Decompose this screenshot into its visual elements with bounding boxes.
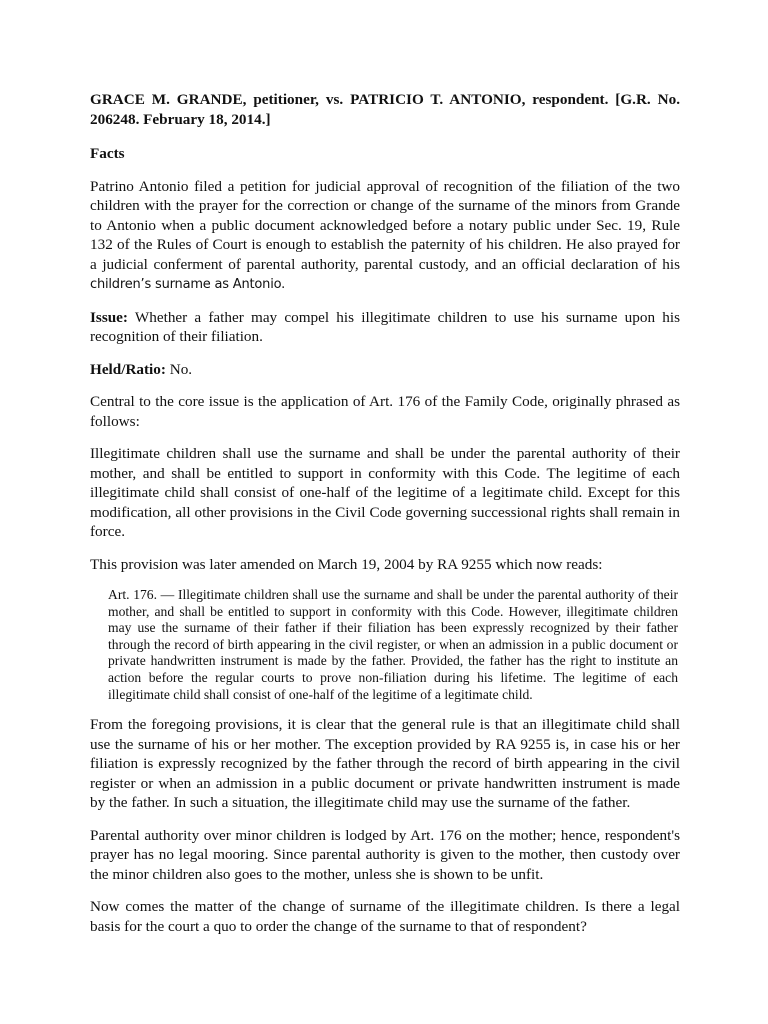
facts-heading: Facts bbox=[90, 145, 125, 162]
original-provision-paragraph: Illegitimate children shall use the surname and shall be under the parental authority of their mother, and shall be entitled to support in conformity with this Code. The legitime of each illegitimate child shall consist of one-half of the legitime of a legitimate child. Except for this modification, all other provisions in the Civil Code governing successional rights shall remain in force. bbox=[90, 445, 680, 540]
case-title: GRACE M. GRANDE, petitioner, vs. PATRICIO T. ANTONIO, respondent. [G.R. No. 206248. February 18, 2014.] bbox=[90, 91, 680, 128]
issue-label: Issue: bbox=[90, 308, 128, 326]
change-surname-paragraph: Now comes the matter of the change of surname of the illegitimate children. Is there a legal basis for the court a quo to order the change of the surname to that of respondent? bbox=[90, 898, 680, 935]
parental-authority-paragraph: Parental authority over minor children is lodged by Art. 176 on the mother; hence, respondent's prayer has no legal mooring. Since parental authority is given to the mother, then custody over the minor children also goes to the mother, unless she is shown to be unfit. bbox=[90, 826, 680, 883]
art176-quote: Art. 176. — Illegitimate children shall use the surname and shall be under the parental authority of their mother, and shall be entitled to support in conformity with this Code. However, illegitimate children may use the surname of their father if their filiation has been expressly recognized by their father through the record of birth appearing in the civil register, or when an admission in a public document or private handwritten instrument is made by the father. Provided, the father has the right to institute an action before the regular courts to prove non-filiation during his lifetime. The legitime of each illegitimate child shall consist of one-half of the legitime of a legitimate child. bbox=[108, 587, 678, 702]
foregoing-paragraph: From the foregoing provisions, it is clear that the general rule is that an illegitimate child shall use the surname of his or her mother. The exception provided by RA 9255 is, in case his or her filiation is expressly recognized by the father through the record of birth appearing in the civil register or when an admission in a public document or private handwritten instrument is made by the father. In such a situation, the illegitimate child may use the surname of the father. bbox=[90, 716, 680, 812]
issue-paragraph bbox=[90, 308, 680, 347]
amended-paragraph: This provision was later amended on March 19, 2004 by RA 9255 which now reads: bbox=[90, 555, 603, 573]
held-paragraph bbox=[90, 360, 680, 380]
issue-text: Whether a father may compel his illegitimate children to use his surname upon his recognition of their filiation. bbox=[90, 308, 680, 345]
central-paragraph: Central to the core issue is the application of Art. 176 of the Family Code, originally phrased as follows: bbox=[90, 393, 680, 430]
held-text: No. bbox=[165, 360, 193, 378]
facts-text: Patrino Antonio filed a petition for judicial approval of recognition of the filiation of the two children with the prayer for the correction or change of the surname of the minors from Grande to Antonio when a public document acknowledged before a notary public under Sec. 19, Rule 132 of the Rules of Court is enough to establish the paternity of his children. He also prayed for a judicial conferment of parental authority, parental custody, and an official declaration of his bbox=[90, 177, 680, 273]
facts-tail: children’s surname as Antonio. bbox=[90, 277, 286, 292]
facts-paragraph bbox=[90, 177, 680, 295]
held-label: Held/Ratio: bbox=[90, 360, 166, 378]
